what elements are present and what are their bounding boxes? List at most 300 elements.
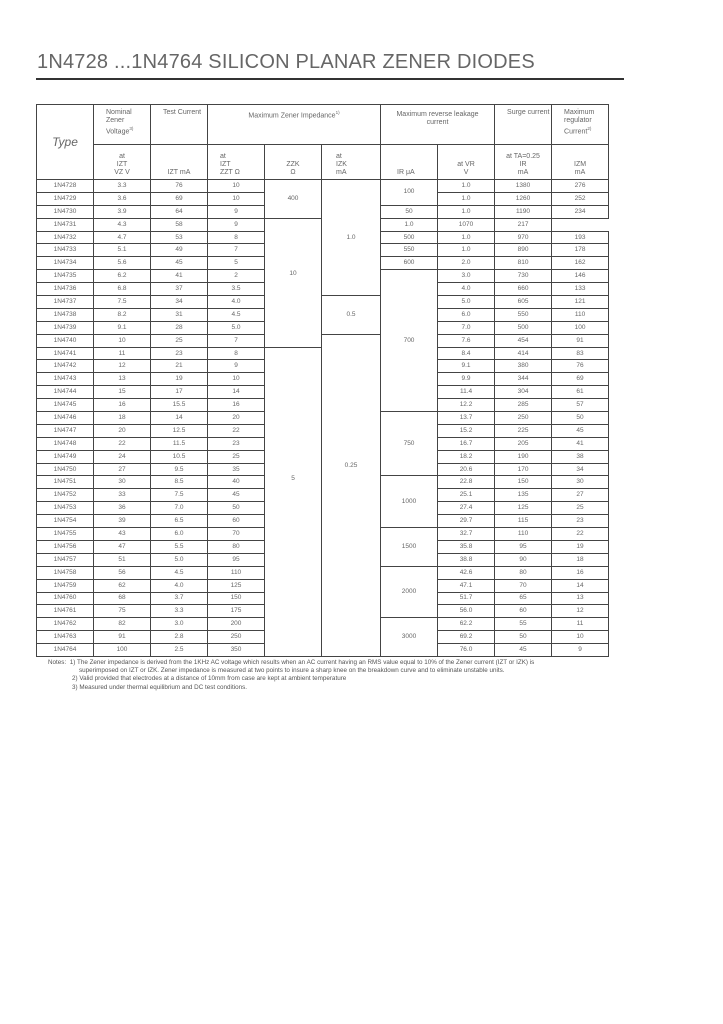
cell-izm: 14 [552,579,609,592]
cell-izt: 58 [151,218,208,231]
cell-vr: 38.8 [438,553,495,566]
cell-vz: 6.8 [94,283,151,296]
cell-izm: 162 [552,257,609,270]
cell-vz: 9.1 [94,321,151,334]
cell-type: 1N4756 [37,540,94,553]
cell-vz: 5.1 [94,244,151,257]
cell-vz: 8.2 [94,308,151,321]
cell-izt: 8.5 [151,476,208,489]
cell-type: 1N4754 [37,515,94,528]
cell-zzt: 70 [208,528,265,541]
cell-izt: 69 [151,192,208,205]
cell-izt: 6.0 [151,528,208,541]
cell-surge: 115 [495,515,552,528]
cell-izm: 61 [552,386,609,399]
cell-type: 1N4729 [37,192,94,205]
cell-izm: 133 [552,283,609,296]
cell-type: 1N4732 [37,231,94,244]
cell-zzt: 3.5 [208,283,265,296]
cell-vr: 9.9 [438,373,495,386]
cell-type: 1N4737 [37,296,94,309]
cell-surge: 1260 [495,192,552,205]
cell-vr: 12.2 [438,399,495,412]
cell-ir: 10 [265,218,322,347]
cell-vz: 24 [94,450,151,463]
cell-zzt: 40 [208,476,265,489]
cell-surge: 250 [495,412,552,425]
cell-surge: 50 [495,631,552,644]
cell-vz: 91 [94,631,151,644]
cell-zzt: 20 [208,412,265,425]
cell-surge: 1190 [495,205,552,218]
cell-type: 1N4734 [37,257,94,270]
header-max-reverse-leakage: Maximum reverse leakage current [381,105,495,145]
cell-surge: 380 [495,360,552,373]
cell-surge: 170 [495,463,552,476]
cell-type: 1N4745 [37,399,94,412]
cell-zzk: 400 [265,180,322,219]
cell-vr: 76.0 [438,644,495,657]
cell-vr: 16.7 [438,437,495,450]
cell-izt: 45 [151,257,208,270]
cell-vz: 15 [94,386,151,399]
cell-izt: 3.7 [151,592,208,605]
cell-type: 1N4736 [37,283,94,296]
cell-zzt: 50 [208,502,265,515]
cell-type: 1N4742 [37,360,94,373]
cell-vr: 1.0 [438,180,495,193]
table-row [37,296,609,309]
cell-vr: 18.2 [438,450,495,463]
cell-type: 1N4744 [37,386,94,399]
cell-vz: 30 [94,476,151,489]
cell-izt: 10.5 [151,450,208,463]
cell-vr: 56.0 [438,605,495,618]
cell-surge: 1380 [495,180,552,193]
cell-vr: 1.0 [438,231,495,244]
cell-zzt: 9 [208,205,265,218]
cell-izm: 121 [552,296,609,309]
cell-zzt: 150 [208,592,265,605]
cell-izm: 252 [552,192,609,205]
cell-zzt: 5 [208,257,265,270]
cell-surge: 550 [495,308,552,321]
subheader-surge: at TA=0.25 IR mA [495,145,552,180]
cell-izm: 25 [552,502,609,515]
cell-surge: 660 [495,283,552,296]
cell-zzt: 110 [208,566,265,579]
cell-zzk: 550 [381,244,438,257]
cell-izt: 12.5 [151,424,208,437]
cell-type: 1N4749 [37,450,94,463]
cell-zzt: 16 [208,399,265,412]
cell-zzt: 4.0 [208,296,265,309]
header-test-current: Test Current [151,105,208,145]
cell-izm: 12 [552,605,609,618]
cell-surge: 500 [495,321,552,334]
cell-izt: 5.5 [151,540,208,553]
cell-type: 1N4762 [37,618,94,631]
cell-surge: 90 [495,553,552,566]
cell-izt: 14 [151,412,208,425]
cell-izt: 3.0 [151,618,208,631]
cell-ir: 100 [381,180,438,206]
cell-surge: 150 [495,476,552,489]
cell-vr: 47.1 [438,579,495,592]
cell-izt: 6.5 [151,515,208,528]
cell-vz: 11 [94,347,151,360]
cell-zzt: 8 [208,231,265,244]
cell-vz: 27 [94,463,151,476]
cell-izt: 34 [151,296,208,309]
header-max-zener-impedance: Maximum Zener Impedance$^{1)}$ [208,105,381,145]
cell-surge: 285 [495,399,552,412]
table-row [37,334,609,347]
cell-zzk: 750 [381,412,438,476]
cell-vz: 10 [94,334,151,347]
cell-izt: 15.5 [151,399,208,412]
cell-izm: 19 [552,540,609,553]
header-max-regulator-current: Maximum regulator Current$^{2)}$ [552,105,609,145]
cell-zzt: 250 [208,631,265,644]
cell-vz: 4.3 [94,218,151,231]
cell-zzt: 8 [208,347,265,360]
cell-izm: 76 [552,360,609,373]
cell-vr: 11.4 [438,386,495,399]
cell-type: 1N4752 [37,489,94,502]
cell-vz: 47 [94,540,151,553]
cell-izm: 9 [552,644,609,657]
cell-vr: 1.0 [438,205,495,218]
cell-zzt: 10 [208,180,265,193]
cell-zzt: 60 [208,515,265,528]
cell-zzk: 600 [381,257,438,270]
cell-vz: 3.6 [94,192,151,205]
cell-izt: 11.5 [151,437,208,450]
cell-izm: 45 [552,424,609,437]
cell-surge: 60 [495,605,552,618]
cell-vr: 1.0 [438,192,495,205]
cell-surge: 810 [495,257,552,270]
cell-zzt: 25 [208,450,265,463]
cell-zzt: 23 [208,437,265,450]
cell-izm: 22 [552,528,609,541]
cell-vz: 82 [94,618,151,631]
cell-type: 1N4747 [37,424,94,437]
note-3: 3) Measured under thermal equilibrium and DC test conditions. [72,683,247,691]
cell-vr: 4.0 [438,283,495,296]
cell-izt: 53 [151,231,208,244]
cell-vz: 5.6 [94,257,151,270]
cell-type: 1N4740 [37,334,94,347]
cell-vr: 29.7 [438,515,495,528]
subheader-izt: IZT mA [151,145,208,180]
cell-ir: 5 [265,347,322,656]
cell-izm: 234 [552,205,609,218]
cell-surge: 55 [495,618,552,631]
cell-izt: 64 [151,205,208,218]
cell-vz: 12 [94,360,151,373]
cell-izt: 7.5 [151,489,208,502]
cell-zzt: 9 [208,218,265,231]
cell-vr: 27.4 [438,502,495,515]
cell-zzt: 2 [208,270,265,283]
cell-type: 1N4763 [37,631,94,644]
cell-izk: 1.0 [322,180,381,296]
cell-zzk: 2000 [381,566,438,618]
cell-izk: 0.5 [322,296,381,335]
cell-vr: 20.6 [438,463,495,476]
cell-type: 1N4757 [37,553,94,566]
cell-vz: 22 [94,437,151,450]
cell-vz: 7.5 [94,296,151,309]
cell-type: 1N4735 [37,270,94,283]
cell-surge: 80 [495,566,552,579]
cell-izt: 25 [151,334,208,347]
cell-type: 1N4753 [37,502,94,515]
cell-surge: 65 [495,592,552,605]
cell-surge: 205 [495,437,552,450]
cell-zzk: 1000 [381,476,438,528]
cell-izm: 10 [552,631,609,644]
note-1-continued: superimposed on IZT or IZK. Zener impedance is measured at two points to insure a sharp knee on the breakdown curve and to eliminate unstable units. [79,667,505,675]
cell-zzt: 10 [208,373,265,386]
cell-vr: 9.1 [438,360,495,373]
cell-vz: 43 [94,528,151,541]
cell-vz: 18 [94,412,151,425]
document-title: 1N4728 ...1N4764 SILICON PLANAR ZENER DIODES [37,51,535,73]
cell-zzt: 22 [208,424,265,437]
cell-zzt: 5.0 [208,321,265,334]
cell-vr: 13.7 [438,412,495,425]
cell-zzt: 95 [208,553,265,566]
cell-izm: 91 [552,334,609,347]
cell-vr: 5.0 [438,296,495,309]
cell-type: 1N4741 [37,347,94,360]
cell-izm: 16 [552,566,609,579]
cell-zzt: 200 [208,618,265,631]
header-nominal-voltage: Nominal Zener Voltage$^{3)}$ [94,105,151,145]
cell-izm: 110 [552,308,609,321]
title-underline [36,78,624,80]
cell-izm: 18 [552,553,609,566]
cell-izt: 19 [151,373,208,386]
cell-zzt: 10 [208,192,265,205]
cell-izm: 217 [495,218,552,231]
cell-vr: 7.0 [438,321,495,334]
cell-surge: 730 [495,270,552,283]
cell-zzt: 80 [208,540,265,553]
cell-type: 1N4728 [37,180,94,193]
cell-vr: 25.1 [438,489,495,502]
cell-surge: 45 [495,644,552,657]
cell-izt: 2.5 [151,644,208,657]
cell-vr: 1.0 [438,244,495,257]
cell-izm: 100 [552,321,609,334]
cell-izm: 27 [552,489,609,502]
cell-izt: 49 [151,244,208,257]
cell-type: 1N4759 [37,579,94,592]
cell-izt: 2.8 [151,631,208,644]
cell-vz: 36 [94,502,151,515]
cell-zzt: 350 [208,644,265,657]
cell-izt: 17 [151,386,208,399]
cell-izm: 23 [552,515,609,528]
cell-vz: 75 [94,605,151,618]
cell-vz: 68 [94,592,151,605]
cell-vr: 51.7 [438,592,495,605]
cell-vr: 3.0 [438,270,495,283]
cell-izm: 146 [552,270,609,283]
cell-type: 1N4750 [37,463,94,476]
cell-type: 1N4761 [37,605,94,618]
cell-izt: 41 [151,270,208,283]
cell-izm: 38 [552,450,609,463]
cell-surge: 605 [495,296,552,309]
cell-izm: 30 [552,476,609,489]
cell-izt: 31 [151,308,208,321]
cell-izt: 21 [151,360,208,373]
subheader-zzk: ZZK Ω [265,145,322,180]
cell-surge: 454 [495,334,552,347]
cell-zzk: 500 [381,231,438,244]
cell-surge: 125 [495,502,552,515]
cell-izm: 276 [552,180,609,193]
cell-izm: 11 [552,618,609,631]
cell-surge: 110 [495,528,552,541]
cell-vr: 22.8 [438,476,495,489]
table-body [37,180,609,657]
cell-zzk: 700 [381,270,438,412]
cell-zzt: 4.5 [208,308,265,321]
cell-izt: 4.5 [151,566,208,579]
cell-type: 1N4764 [37,644,94,657]
cell-zzt: 45 [208,489,265,502]
zener-specs-table [36,104,609,657]
cell-surge: 95 [495,540,552,553]
cell-izm: 41 [552,437,609,450]
cell-izt: 23 [151,347,208,360]
cell-izm: 34 [552,463,609,476]
cell-type: 1N4733 [37,244,94,257]
cell-vz: 100 [94,644,151,657]
cell-vr: 35.8 [438,540,495,553]
table-row [37,180,609,193]
cell-type: 1N4748 [37,437,94,450]
cell-vr: 15.2 [438,424,495,437]
cell-izm: 193 [552,231,609,244]
cell-vr: 32.7 [438,528,495,541]
cell-izt: 4.0 [151,579,208,592]
note-2: 2) Valid provided that electrodes at a distance of 10mm from case are kept at ambient temperature [72,675,347,683]
subheader-izk: at IZK mA [322,145,381,180]
cell-surge: 344 [495,373,552,386]
cell-zzt: 14 [208,386,265,399]
cell-izm: 69 [552,373,609,386]
cell-vz: 39 [94,515,151,528]
cell-izt: 37 [151,283,208,296]
cell-surge: 414 [495,347,552,360]
cell-izm: 83 [552,347,609,360]
cell-type: 1N4746 [37,412,94,425]
note-1: Notes: 1) The Zener impedance is derived from the 1KHz AC voltage which results when an AC current having an RMS value equal to 10% of the Zener current (IZT or IZK) is [48,659,535,666]
cell-type: 1N4739 [37,321,94,334]
cell-type: 1N4751 [37,476,94,489]
cell-zzk: 3000 [381,618,438,657]
cell-zzt: 125 [208,579,265,592]
cell-surge: 970 [495,231,552,244]
cell-type: 1N4731 [37,218,94,231]
cell-izm: 13 [552,592,609,605]
cell-vz: 20 [94,424,151,437]
cell-ir: 50 [381,205,438,218]
cell-type: 1N4730 [37,205,94,218]
header-surge-current: Surge current [495,105,552,145]
cell-type: 1N4755 [37,528,94,541]
cell-vz: 16 [94,399,151,412]
cell-izm: 50 [552,412,609,425]
cell-vr: 1.0 [381,218,438,231]
cell-vz: 4.7 [94,231,151,244]
cell-vz: 33 [94,489,151,502]
cell-zzt: 7 [208,244,265,257]
subheader-vr: at VR V [438,145,495,180]
cell-izt: 9.5 [151,463,208,476]
cell-vr: 42.6 [438,566,495,579]
cell-vr: 62.2 [438,618,495,631]
cell-izt: 28 [151,321,208,334]
cell-izt: 76 [151,180,208,193]
cell-zzt: 9 [208,360,265,373]
cell-type: 1N4743 [37,373,94,386]
cell-vz: 3.3 [94,180,151,193]
subheader-izm: IZM mA [552,145,609,180]
cell-izt: 5.0 [151,553,208,566]
cell-surge: 1070 [438,218,495,231]
cell-izk: 0.25 [322,334,381,656]
cell-type: 1N4738 [37,308,94,321]
cell-surge: 70 [495,579,552,592]
header-type: Type [37,105,94,180]
notes-section [48,659,608,692]
cell-vz: 56 [94,566,151,579]
cell-izm: 178 [552,244,609,257]
cell-vz: 62 [94,579,151,592]
cell-surge: 890 [495,244,552,257]
cell-surge: 135 [495,489,552,502]
subheader-ir: IR μA [381,145,438,180]
cell-vz: 51 [94,553,151,566]
cell-zzt: 35 [208,463,265,476]
cell-surge: 225 [495,424,552,437]
cell-type: 1N4758 [37,566,94,579]
cell-izm: 57 [552,399,609,412]
cell-vr: 8.4 [438,347,495,360]
cell-surge: 190 [495,450,552,463]
subheader-vz: at IZT VZ V [94,145,151,180]
cell-zzk: 1500 [381,528,438,567]
cell-izt: 7.0 [151,502,208,515]
cell-vr: 2.0 [438,257,495,270]
cell-type: 1N4760 [37,592,94,605]
subheader-zzt: at IZT ZZT Ω [208,145,265,180]
cell-zzt: 7 [208,334,265,347]
cell-zzt: 175 [208,605,265,618]
cell-vz: 6.2 [94,270,151,283]
cell-surge: 304 [495,386,552,399]
cell-vz: 3.9 [94,205,151,218]
cell-vr: 6.0 [438,308,495,321]
